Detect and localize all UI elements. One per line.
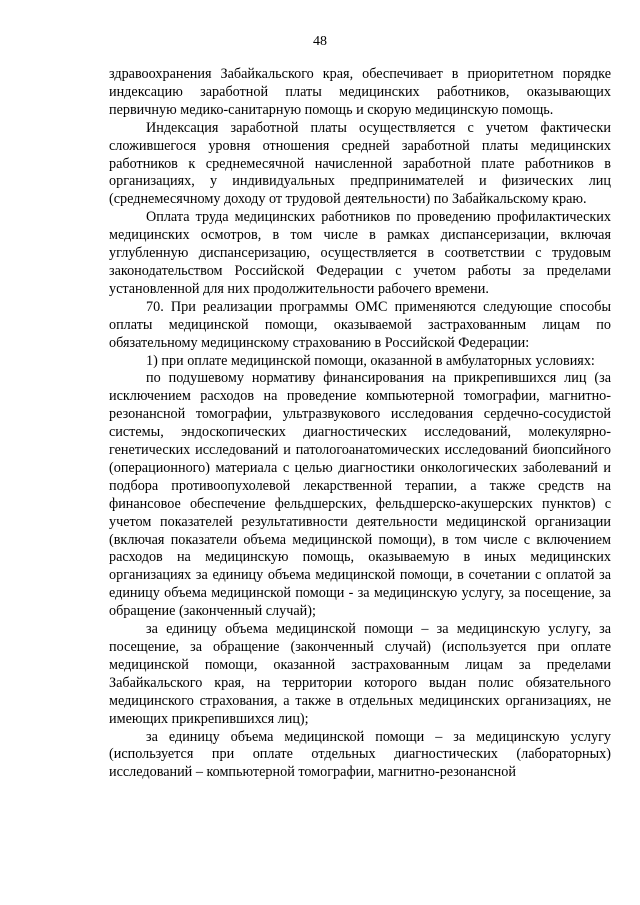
document-body [109,66,611,782]
paragraph-continuation: здравоохранения Забайкальского края, обеспечивает в приоритетном порядке индексацию заработной платы медицинских работников, оказывающих первичную медико-санитарную помощь и скорую медицинскую помощь. [109,66,611,118]
paragraph-item-70: 70. При реализации программы ОМС применяются следующие способы оплаты медицинской помощи, оказываемой застрахованным лицам по обязательному медицинскому страхованию в Российской Федерации: [109,298,611,351]
paragraph-preventive-exams-pay: Оплата труда медицинских работников по проведению профилактических медицинских осмотров, в том числе в рамках диспансеризации, включая углубленную диспансеризацию, осуществляется в соответствии с трудовым законодательством Российской Федерации с учетом работы за пределами установленной для них продолжительности рабочего времени. [109,209,611,297]
paragraph-per-capita-method: по подушевому нормативу финансирования на прикрепившихся лиц (за исключением расходов на проведение компьютерной томографии, магнитно-резонансной томографии, ультразвукового исследования сердечно-сосудистой системы, эндоскопических диагностических исследований, молекулярно-генетических исследований и патологоанатомических исследований биопсийного (операционного) материала с целью диагностики онкологических заболеваний и подбора противоопухолевой лекарственной терапии, а также средств на финансовое обеспечение фельдшерских, фельдшерско-акушерских пунктов) с учетом показателей результативности деятельности медицинской организации (включая показатели объема медицинской помощи), в том числе с включением расходов на медицинскую помощь, оказываемую в иных медицинских организациях за единицу объема медицинской помощи, в сочетании с оплатой за единицу объема медицинской помощи - за медицинскую услугу, за посещение, за обращение (законченный случай); [109,370,611,620]
page-number: 48 [313,34,327,49]
paragraph-subitem-1: 1) при оплате медицинской помощи, оказанной в амбулаторных условиях: [146,352,595,369]
paragraph-wage-indexation: Индексация заработной платы осуществляется с учетом фактически сложившегося уровня отношения средней заработной платы медицинских работников к среднемесячной начисленной заработной плате работников в организациях, у индивидуальных предпринимателей и физических лиц (среднемесячному доходу от трудовой деятельности) по Забайкальскому краю. [109,119,611,208]
paragraph-unit-service-method: за единицу объема медицинской помощи – за медицинскую услугу (используется при оплате отдельных диагностических (лабораторных) исследований – компьютерной томографии, магнитно-резонансной [109,728,611,781]
paragraph-unit-volume-method: за единицу объема медицинской помощи – за медицинскую услугу, за посещение, за обращение (законченный случай) (используется при оплате медицинской помощи, оказанной застрахованным лицам за пределами Забайкальского края, на территории которого выдан полис обязательного медицинского страхования, а также в отдельных медицинских организациях, не имеющих прикрепившихся лиц); [109,621,611,727]
